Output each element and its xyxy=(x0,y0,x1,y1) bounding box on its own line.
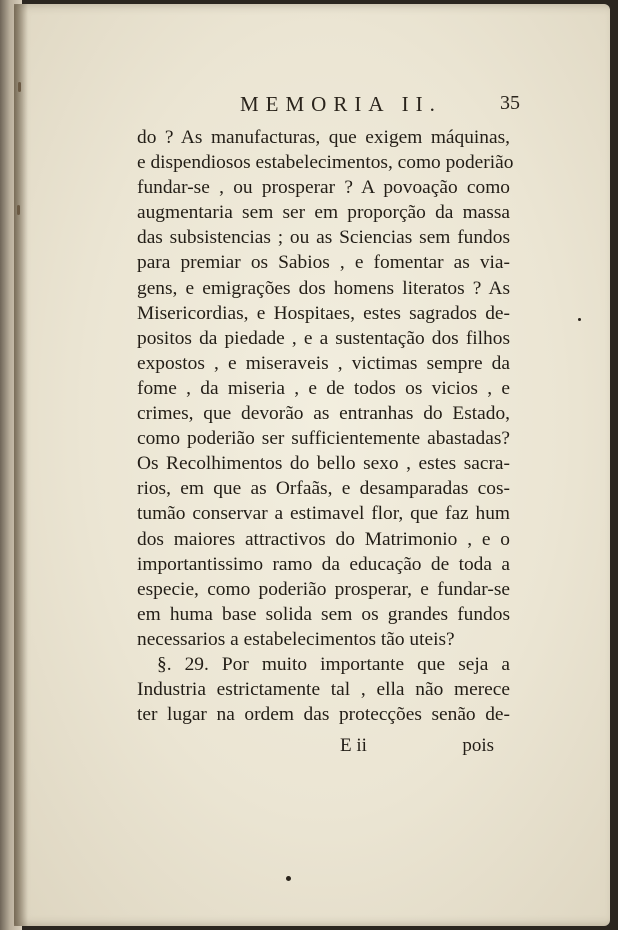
text-line: como poderião ser sufficientemente abastadas? xyxy=(137,428,510,450)
text-line: fundar-se , ou prosperar ? A povoação como xyxy=(137,177,510,199)
text-line: Misericordias, e Hospitaes, estes sagrados de- xyxy=(137,302,510,324)
text-line: augmentaria sem ser em proporção da massa xyxy=(137,202,510,224)
running-header xyxy=(240,92,520,122)
text-line: crimes, que devorão as entranhas do Estado, xyxy=(137,403,510,425)
text-line: tumão conservar a estimavel flor, que faz hum xyxy=(137,503,510,525)
signature-mark: E ii xyxy=(340,735,367,756)
running-title: MEMORIA II. xyxy=(240,92,442,116)
gutter-shadow xyxy=(14,4,28,926)
page-number: 35 xyxy=(500,92,520,114)
text-line: rios, em que as Orfaãs, e desamparadas cos- xyxy=(137,478,510,500)
edge-mark-middle xyxy=(17,205,20,215)
text-line: do ? As manufacturas, que exigem máquinas, xyxy=(137,127,510,148)
catchword: pois xyxy=(462,735,494,756)
ink-spot-small xyxy=(578,318,581,321)
text-line: das subsistencias ; ou as Sciencias sem fundos xyxy=(137,227,510,249)
ink-spot xyxy=(286,876,291,881)
text-line: importantissimo ramo da educação de toda a xyxy=(137,553,510,575)
text-line: e dispendiosos estabelecimentos, como poderião xyxy=(137,152,514,174)
text-line: gens, e emigrações dos homens literatos ? As xyxy=(137,277,510,299)
edge-mark-top xyxy=(18,82,21,92)
text-line: para premiar os Sabios , e fomentar as via- xyxy=(137,252,510,274)
text-line: expostos , e miseraveis , victimas sempre da xyxy=(137,352,510,374)
text-line: ter lugar na ordem das protecções senão de- xyxy=(137,704,510,726)
text-line: positos da piedade , e a sustentação dos filhos xyxy=(137,327,510,349)
text-line: Industria estrictamente tal , ella não merece xyxy=(137,679,510,701)
text-line: em huma base solida sem os grandes fundos xyxy=(137,603,510,625)
page-footer xyxy=(137,735,494,760)
text-line: dos maiores attractivos do Matrimonio , e o xyxy=(137,528,510,550)
text-line: Os Recolhimentos do bello sexo , estes sacra- xyxy=(137,453,510,475)
text-line: necessarios a estabelecimentos tão uteis? xyxy=(137,628,455,650)
text-line: fome , da miseria , e de todos os vicios , e xyxy=(137,377,510,399)
body-text xyxy=(137,125,514,727)
text-line: especie, como poderião prosperar, e fundar-se xyxy=(137,578,510,600)
section-start-line: §. 29. Por muito importante que seja a xyxy=(157,653,510,675)
